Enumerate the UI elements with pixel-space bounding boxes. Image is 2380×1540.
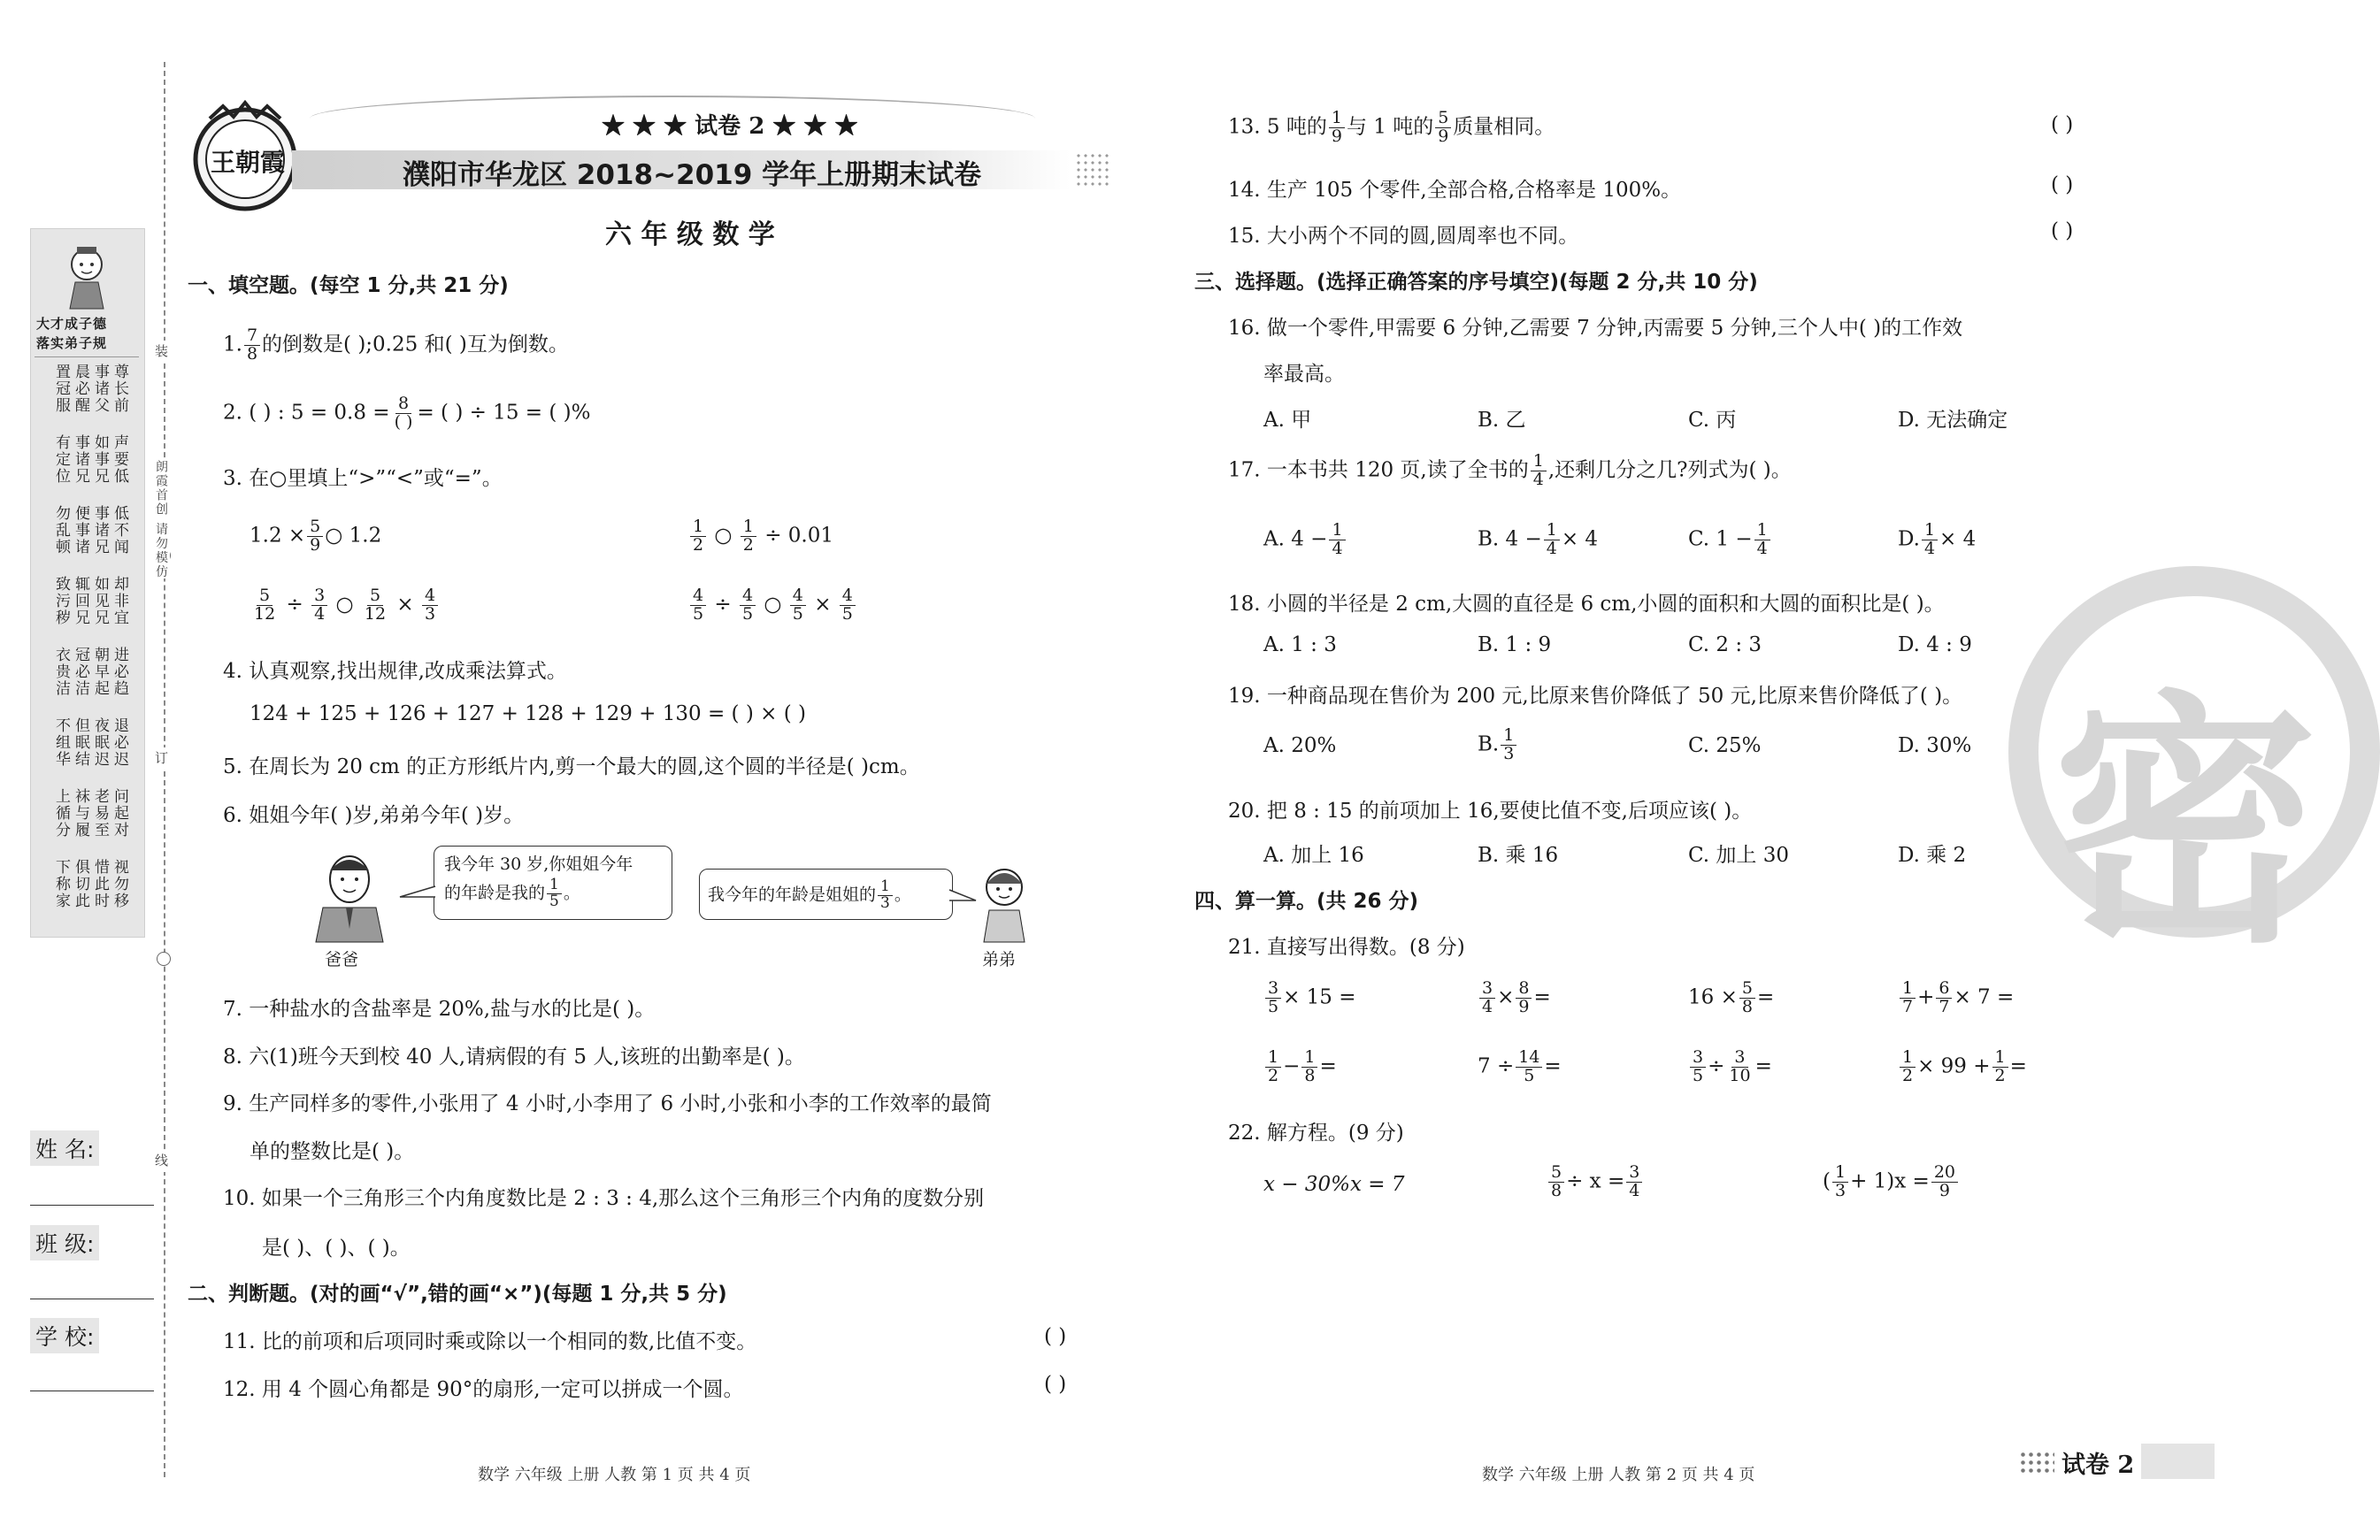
binding-label-xian: 线 (152, 1150, 171, 1172)
father-label: 爸爸 (325, 950, 359, 969)
q14: 14. 生产 105 个零件,全部合格,合格率是 100%。 (1228, 179, 1682, 202)
motto-column: 如事兄 (91, 434, 109, 485)
q11: 11. 比的前项和后项同时乘或除以一个相同的数,比值不变。 (223, 1330, 757, 1353)
q4-expression: 124 + 125 + 126 + 127 + 128 + 129 + 130 = ( ) × ( ) (250, 702, 806, 725)
calc-1: $\frac{3}{5}$ × 15 = (1263, 980, 1356, 1016)
calc-8: $\frac{1}{2}$ × 99 + $\frac{1}{2}$ = (1898, 1049, 2027, 1085)
brother-bubble-text: 我今年的年龄是姐姐的 $\frac{1}{3}$ 。 (708, 877, 911, 912)
q6: 6. 姐姐今年( )岁,弟弟今年( )岁。 (223, 804, 525, 827)
q20-option-a[interactable]: A. 加上 16 (1263, 844, 1364, 867)
motto-column: 进必趋 (111, 647, 128, 697)
footer-page-2: 数学 六年级 上册 人教 第 2 页 共 4 页 (1482, 1466, 1755, 1484)
q20: 20. 把 8 : 15 的前项加上 16,要使比值不变,后项应该( )。 (1228, 800, 1753, 823)
motto-column: 辄回兄 (72, 576, 89, 626)
q20-option-b[interactable]: B. 乘 16 (1478, 844, 1559, 867)
motto-column: 退必迟 (111, 717, 128, 768)
brother-image (973, 862, 1035, 942)
binding-cut-line (164, 62, 165, 1477)
q10-line-2: 是( )、( )、( )。 (262, 1237, 411, 1260)
q7: 7. 一种盐水的含盐率是 20%,盐与水的比是( )。 (223, 998, 656, 1021)
motto-column: 老易至 (91, 788, 109, 839)
motto-column: 但眠结 (72, 717, 89, 768)
exam-subject: 六 年 级 数 学 (605, 219, 775, 250)
q18-option-c[interactable]: C. 2 : 3 (1688, 633, 1762, 656)
q18: 18. 小圆的半径是 2 cm,大圆的直径是 6 cm,小圆的面积和大圆的面积比是( )。 (1228, 593, 1945, 616)
q14-answer-box[interactable]: ( ) (2051, 173, 2074, 196)
motto-divider (35, 356, 139, 357)
corner-tab (2141, 1444, 2215, 1479)
footer-page-1: 数学 六年级 上册 人教 第 1 页 共 4 页 (478, 1466, 751, 1484)
section-4-title: 四、算一算。(共 26 分) (1194, 890, 1419, 913)
calc-4: $\frac{1}{7}$ + $\frac{6}{7}$ × 7 = (1898, 980, 2014, 1016)
section-1-title: 一、填空题。(每空 1 分,共 21 分) (188, 274, 509, 297)
equation-2: $\frac{5}{8}$ ÷ x = $\frac{3}{4}$ (1547, 1164, 1644, 1200)
q9-line-2: 单的整数比是( )。 (250, 1140, 415, 1163)
q5: 5. 在周长为 20 cm 的正方形纸片内,剪一个最大的圆,这个圆的半径是( )cm。 (223, 755, 920, 778)
q17: 17. 一本书共 120 页,读了全书的 $\frac{1}{4}$ ,还剩几分之几?列式为( )。 (1228, 451, 1792, 489)
motto-line-1: 大才成子德 (36, 316, 108, 332)
calc-3: 16 × $\frac{5}{8}$ = (1688, 978, 1775, 1016)
class-label: 班 级: (30, 1225, 99, 1260)
father-bubble-line-2: 的年龄是我的 $\frac{1}{5}$ 。 (444, 876, 580, 910)
corner-dots (2019, 1451, 2054, 1474)
q10-line-1: 10. 如果一个三角形三个内角度数比是 2 : 3 : 4,那么这个三角形三个内角的度数分别 (223, 1187, 985, 1210)
q17-option-d[interactable]: D. $\frac{1}{4}$ × 4 (1898, 520, 1977, 558)
q3-expr-4: $\frac{4}{5}$ ÷ $\frac{4}{5}$ ○ $\frac{4}{5}$ × $\frac{4}{5}$ (688, 587, 857, 624)
brand-logo-text: 王朝霞 (211, 148, 286, 177)
binding-label-ding: 订 (152, 747, 171, 770)
motto-column: 上循分 (52, 788, 70, 839)
q17-option-c[interactable]: C. 1 − $\frac{1}{4}$ (1688, 522, 1772, 558)
name-field[interactable] (30, 1205, 154, 1206)
q3-expr-3: $\frac{5}{12}$ ÷ $\frac{3}{4}$ ○ $\frac{5}{12}$ × $\frac{4}{3}$ (250, 587, 440, 624)
q16-option-b[interactable]: B. 乙 (1478, 409, 1526, 432)
copyright-vertical-note: 朗霞首创 请勿模仿 (154, 460, 168, 579)
motto-column: 事诸父 (91, 364, 109, 414)
confidential-stamp-char: 密 (2053, 670, 2318, 978)
father-bubble-tail (400, 885, 435, 900)
father-bubble-line-1: 我今年 30 岁,你姐姐今年 (444, 854, 633, 874)
q13-answer-box[interactable]: ( ) (2051, 113, 2074, 136)
q15: 15. 大小两个不同的圆,圆周率也不同。 (1228, 225, 1579, 248)
motto-column: 却非宜 (111, 576, 128, 626)
motto-column: 勿乱顿 (52, 505, 70, 555)
q22: 22. 解方程。(9 分) (1228, 1122, 1404, 1145)
q16-line-2: 率最高。 (1263, 363, 1345, 386)
school-label: 学 校: (30, 1318, 99, 1353)
motto-column: 视勿移 (111, 859, 128, 909)
q3-expr-2: $\frac{1}{2}$ ○ $\frac{1}{2}$ ÷ 0.01 (688, 518, 833, 555)
q18-option-b[interactable]: B. 1 : 9 (1478, 633, 1552, 656)
q15-answer-box[interactable]: ( ) (2051, 219, 2074, 242)
q1: 1. $\frac{7}{8}$ 的倒数是( );0.25 和( )互为倒数。 (223, 326, 569, 364)
motto-column: 致污秽 (52, 576, 70, 626)
q3-expr-1: 1.2 × $\frac{5}{9}$ ○ 1.2 (250, 517, 382, 555)
q11-answer-box[interactable]: ( ) (1044, 1325, 1067, 1348)
motto-panel (30, 228, 145, 938)
exam-title: 濮阳市华龙区 2018~2019 学年上册期末试卷 (403, 159, 982, 191)
motto-column: 事诸兄 (72, 434, 89, 485)
q19-option-d[interactable]: D. 30% (1898, 734, 1972, 757)
motto-column: 便事诸 (72, 505, 89, 555)
q21: 21. 直接写出得数。(8 分) (1228, 936, 1465, 959)
q16-line-1: 16. 做一个零件,甲需要 6 分钟,乙需要 7 分钟,丙需要 5 分钟,三个人中( )的工作效 (1228, 317, 1963, 340)
motto-column: 尊长前 (111, 364, 128, 414)
q19-option-c[interactable]: C. 25% (1688, 734, 1762, 757)
cartoon-boy-image (56, 240, 118, 310)
q19-option-a[interactable]: A. 20% (1263, 734, 1337, 757)
q2: 2. ( ) : 5 = 0.8 = $\frac{8}{( )}$ = ( ) ÷ 15 = ( )% (223, 394, 591, 432)
calc-6: 7 ÷ $\frac{14}{5}$ = (1478, 1047, 1562, 1085)
title-banner-dots (1075, 152, 1112, 188)
q17-option-b[interactable]: B. 4 − $\frac{1}{4}$ × 4 (1478, 520, 1599, 558)
brand-logo (188, 99, 303, 214)
calc-5: $\frac{1}{2}$ − $\frac{1}{8}$ = (1263, 1049, 1337, 1085)
q12-answer-box[interactable]: ( ) (1044, 1373, 1067, 1396)
name-label: 姓 名: (30, 1130, 99, 1166)
equation-3: ( $\frac{1}{3}$ + 1)x = $\frac{20}{9}$ (1823, 1164, 1960, 1200)
q18-option-a[interactable]: A. 1 : 3 (1263, 633, 1337, 656)
q20-option-c[interactable]: C. 加上 30 (1688, 844, 1789, 867)
motto-column: 冠必洁 (72, 647, 89, 697)
calc-7: $\frac{3}{5}$ ÷ $\frac{3}{10}$ = (1688, 1049, 1772, 1085)
q4: 4. 认真观察,找出规律,改成乘法算式。 (223, 660, 567, 683)
brother-bubble-tail (949, 888, 976, 904)
motto-column: 衣贵洁 (52, 647, 70, 697)
motto-column: 如见兄 (91, 576, 109, 626)
brother-label: 弟弟 (982, 950, 1017, 969)
q19-option-b[interactable]: B. $\frac{1}{3}$ (1478, 727, 1518, 763)
motto-column: 置冠服 (52, 364, 70, 414)
motto-column: 惜此时 (91, 859, 109, 909)
binding-label-zhuang: 装 (152, 341, 171, 363)
q20-option-d[interactable]: D. 乘 2 (1898, 844, 1967, 867)
calc-2: $\frac{3}{4}$ × $\frac{8}{9}$ = (1478, 980, 1551, 1016)
father-image (305, 849, 394, 942)
motto-column: 袜与履 (72, 788, 89, 839)
q19: 19. 一种商品现在售价为 200 元,比原来售价降低了 50 元,比原来售价降低了( )。 (1228, 685, 1963, 708)
equation-1: x − 30%x = 7 (1263, 1173, 1405, 1196)
binding-hole-mark (157, 952, 171, 966)
q13: 13. 5 吨的 $\frac{1}{9}$ 与 1 吨的 $\frac{5}{9}$ 质量相同。 (1228, 108, 1555, 146)
motto-column: 俱切此 (72, 859, 89, 909)
section-2-title: 二、判断题。(对的画“√”,错的画“×”)(每题 1 分,共 5 分) (188, 1283, 727, 1306)
motto-column: 朝早起 (91, 647, 109, 697)
q16-option-d[interactable]: D. 无法确定 (1898, 409, 2008, 432)
motto-column: 有定位 (52, 434, 70, 485)
q9-line-1: 9. 生产同样多的零件,小张用了 4 小时,小李用了 6 小时,小张和小李的工作效率的最简 (223, 1092, 992, 1115)
motto-line-2: 落实弟子规 (36, 335, 108, 351)
motto-column: 低不闻 (111, 505, 128, 555)
section-3-title: 三、选择题。(选择正确答案的序号填空)(每题 2 分,共 10 分) (1194, 271, 1758, 294)
motto-column: 问起对 (111, 788, 128, 839)
motto-column: 事诸兄 (91, 505, 109, 555)
q18-option-d[interactable]: D. 4 : 9 (1898, 633, 1972, 656)
paper-number: ★ ★ ★ 试卷 2 ★ ★ ★ (602, 113, 858, 140)
q8: 8. 六(1)班今天到校 40 人,请病假的有 5 人,该班的出勤率是( )。 (223, 1046, 805, 1069)
motto-column: 下称家 (52, 859, 70, 909)
q3: 3. 在○里填上“>”“<”或“=”。 (223, 467, 503, 490)
q12: 12. 用 4 个圆心角都是 90°的扇形,一定可以拼成一个圆。 (223, 1378, 744, 1401)
motto-column: 夜眠迟 (91, 717, 109, 768)
q16-option-a[interactable]: A. 甲 (1263, 409, 1312, 432)
corner-paper-label: 试卷 2 (2061, 1452, 2135, 1479)
q16-option-c[interactable]: C. 丙 (1688, 409, 1737, 432)
motto-column: 不组华 (52, 717, 70, 768)
motto-column: 晨必醒 (72, 364, 89, 414)
motto-column: 声要低 (111, 434, 128, 485)
q17-option-a[interactable]: A. 4 − $\frac{1}{4}$ (1263, 522, 1347, 558)
